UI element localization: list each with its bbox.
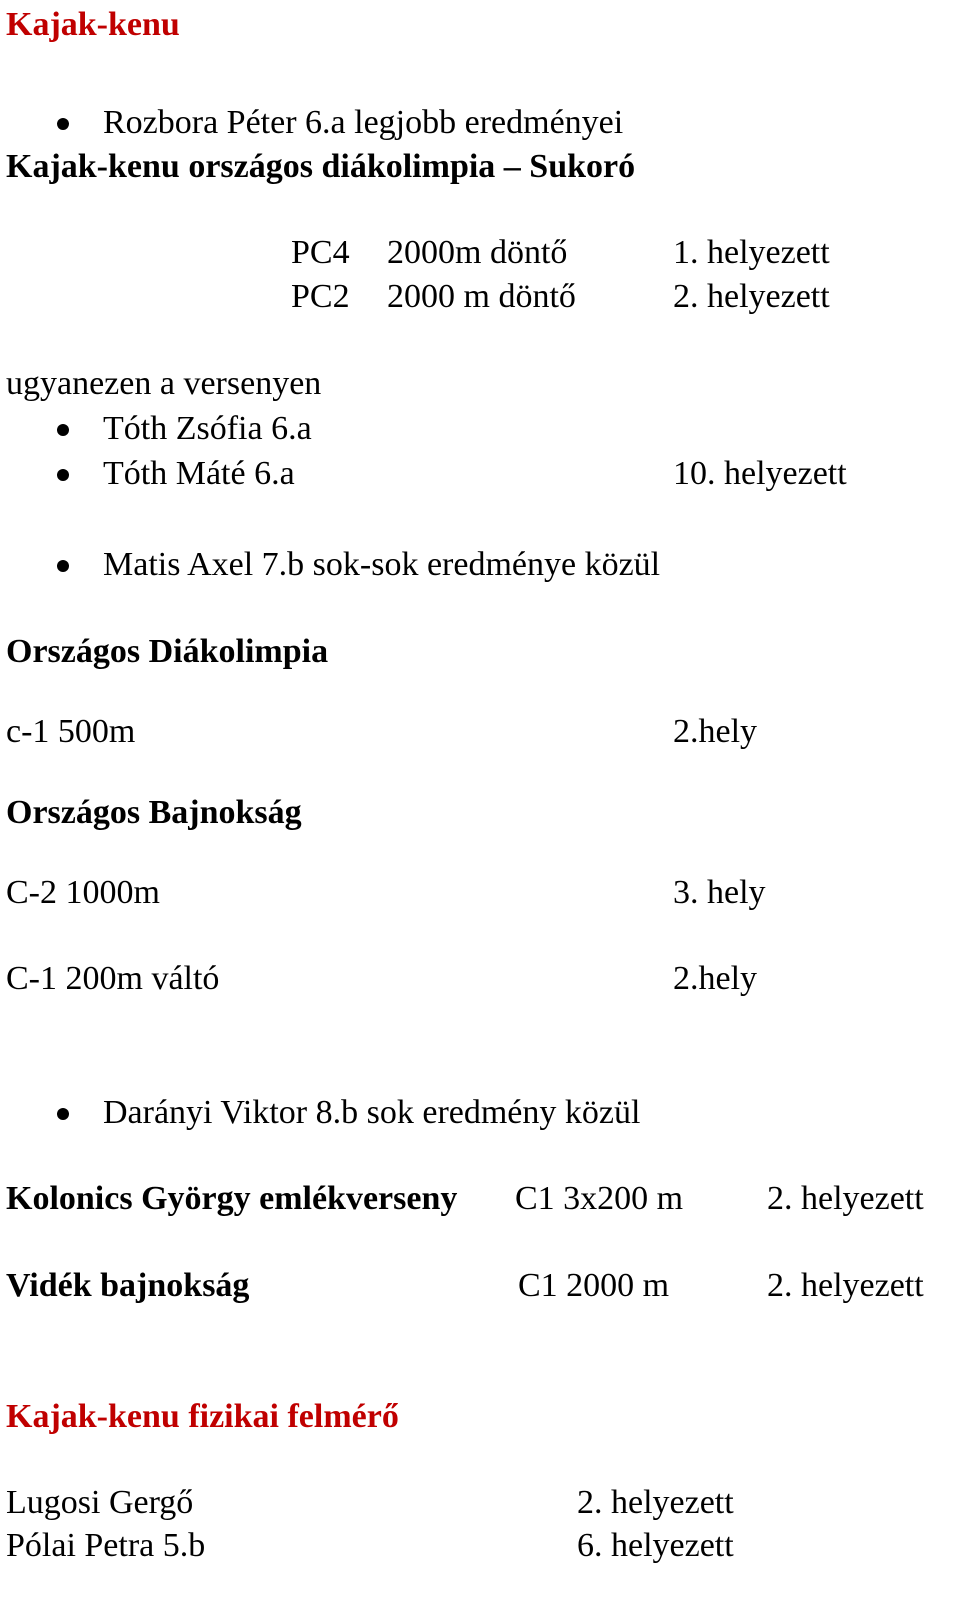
same-competition-text: ugyanezen a versenyen bbox=[6, 365, 322, 402]
result-event: PC2 bbox=[291, 278, 350, 315]
result-place: 2. helyezett bbox=[577, 1484, 734, 1521]
list-item-toth-mate: Tóth Máté 6.a bbox=[103, 455, 295, 492]
result-distance: 2000 m döntő bbox=[387, 278, 576, 315]
competition-title: Országos Bajnokság bbox=[6, 794, 302, 831]
bullet-icon bbox=[57, 118, 69, 130]
list-item-daranyi-viktor: Darányi Viktor 8.b sok eredmény közül bbox=[103, 1094, 641, 1131]
result-event: c-1 500m bbox=[6, 713, 136, 750]
result-place: 2.hely bbox=[673, 960, 758, 997]
result-place: 10. helyezett bbox=[673, 455, 847, 492]
result-name: Lugosi Gergő bbox=[6, 1484, 194, 1521]
result-event: C1 2000 m bbox=[518, 1267, 670, 1304]
competition-title: Vidék bajnokság bbox=[6, 1267, 250, 1304]
bullet-icon bbox=[57, 1108, 69, 1120]
bullet-icon bbox=[57, 469, 69, 481]
bullet-icon bbox=[57, 424, 69, 436]
result-place: 2.hely bbox=[673, 713, 758, 750]
result-place: 2. helyezett bbox=[767, 1180, 924, 1217]
result-place: 1. helyezett bbox=[673, 234, 830, 271]
list-item-rozbora: Rozbora Péter 6.a legjobb eredményei bbox=[103, 104, 624, 141]
bullet-icon bbox=[57, 560, 69, 572]
result-event: C-2 1000m bbox=[6, 874, 160, 911]
list-item-matis-axel: Matis Axel 7.b sok-sok eredménye közül bbox=[103, 546, 661, 583]
result-event: PC4 bbox=[291, 234, 350, 271]
result-event: C-1 200m váltó bbox=[6, 960, 220, 997]
competition-title: Országos Diákolimpia bbox=[6, 633, 329, 670]
section-heading: Kajak-kenu fizikai felmérő bbox=[6, 1398, 399, 1435]
list-item-toth-zsofia: Tóth Zsófia 6.a bbox=[103, 410, 312, 447]
result-distance: 2000m döntő bbox=[387, 234, 568, 271]
competition-title: Kajak-kenu országos diákolimpia – Sukoró bbox=[6, 148, 636, 185]
result-place: 2. helyezett bbox=[673, 278, 830, 315]
page-title: Kajak-kenu bbox=[6, 6, 180, 43]
result-place: 3. hely bbox=[673, 874, 766, 911]
result-name: Pólai Petra 5.b bbox=[6, 1527, 206, 1564]
result-place: 2. helyezett bbox=[767, 1267, 924, 1304]
result-place: 6. helyezett bbox=[577, 1527, 734, 1564]
competition-title: Kolonics György emlékverseny bbox=[6, 1180, 458, 1217]
result-event: C1 3x200 m bbox=[515, 1180, 684, 1217]
